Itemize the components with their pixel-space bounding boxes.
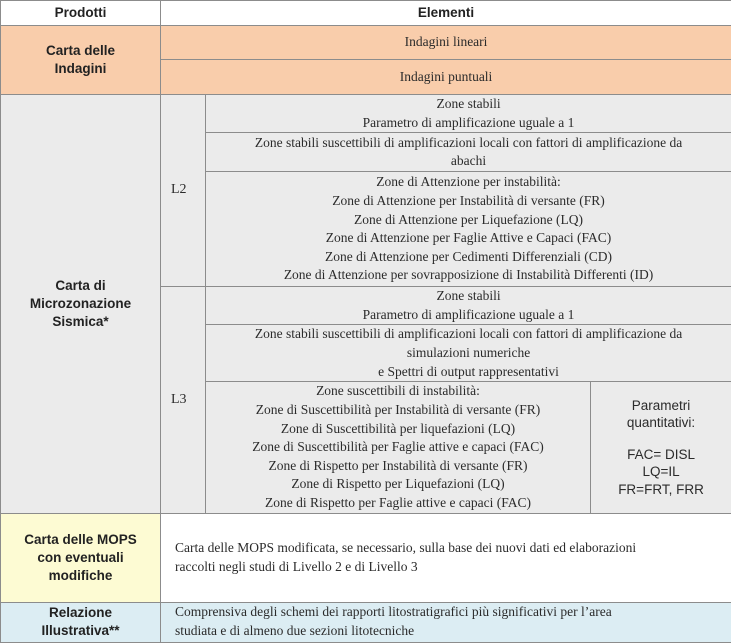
params-title-line: quantitativi: <box>595 414 727 432</box>
cell-line: Zone stabili suscettibili di amplificazioni locali con fattori di amplificazione da <box>210 325 727 344</box>
cell-line: Zone stabili suscettibili di amplificazioni locali con fattori di amplificazione da <box>210 134 727 153</box>
product-carta-indagini <box>1 26 161 95</box>
text-line: studiata e di almeno due sezioni litotecniche <box>175 622 727 641</box>
product-line: Carta delle <box>5 42 156 60</box>
text-line: raccolti negli studi di Livello 2 e di Livello 3 <box>175 558 727 577</box>
l3-zone-amplificazione <box>206 325 731 382</box>
product-line: Carta di <box>5 277 156 295</box>
indagini-row-1 <box>1 26 731 60</box>
level-l2: L2 <box>161 95 206 287</box>
l3-zone-suscettibili <box>206 382 591 513</box>
cell-line: Zone di Attenzione per Instabilità di versante (FR) <box>210 192 727 211</box>
cell-line: Zone di Attenzione per Faglie Attive e Capaci (FAC) <box>210 229 727 248</box>
params-value: FAC= DISL <box>595 446 727 464</box>
product-line: Indagini <box>5 60 156 78</box>
product-line: modifiche <box>5 567 156 585</box>
cell-line: Zone di Suscettibilità per liquefazioni (LQ) <box>210 420 586 439</box>
cell-line: e Spettri di output rappresentativi <box>210 363 727 382</box>
l3-zone-stabili <box>206 287 731 325</box>
cell-line: Zone di Attenzione per Liquefazione (LQ) <box>210 211 727 230</box>
params-value: LQ=IL <box>595 463 727 481</box>
level-l3: L3 <box>161 287 206 513</box>
cell-line: simulazioni numeriche <box>210 344 727 363</box>
cell-line: Zone stabili <box>210 287 727 306</box>
params-title-line: Parametri <box>595 397 727 415</box>
relazione-description <box>161 602 731 642</box>
mops-row <box>1 513 731 602</box>
text-line: Comprensiva degli schemi dei rapporti litostratigrafici più significativi per l’area <box>175 603 727 622</box>
indagini-puntuali: Indagini puntuali <box>161 60 731 95</box>
l2-zone-attenzione <box>206 172 731 287</box>
cell-line: Zone stabili <box>210 95 727 114</box>
l2-zone-stabili <box>206 95 731 133</box>
params-value: FR=FRT, FRR <box>595 481 727 499</box>
product-line: con eventuali <box>5 549 156 567</box>
cell-line: abachi <box>210 152 727 171</box>
header-row <box>1 1 731 26</box>
text-line: Carta delle MOPS modificata, se necessario, sulla base dei nuovi dati ed elaborazioni <box>175 539 727 558</box>
cell-line: Zone di Attenzione per instabilità: <box>210 173 727 192</box>
product-line: Relazione <box>5 604 156 622</box>
cell-line: Zone di Attenzione per Cedimenti Differenziali (CD) <box>210 248 727 267</box>
cell-line: Zone di Rispetto per Liquefazioni (LQ) <box>210 475 586 494</box>
cell-line: Zone di Suscettibilità per Faglie attive e capaci (FAC) <box>210 438 586 457</box>
product-carta-mops <box>1 513 161 602</box>
header-elementi: Elementi <box>161 1 731 26</box>
cell-line: Zone di Attenzione per sovrapposizione di Instabilità Differenti (ID) <box>210 266 727 285</box>
header-prodotti: Prodotti <box>1 1 161 26</box>
cell-line: Zone suscettibili di instabilità: <box>210 382 586 401</box>
relazione-row <box>1 602 731 642</box>
product-carta-microzonazione <box>1 95 161 514</box>
product-relazione <box>1 602 161 642</box>
cell-line: Parametro di amplificazione uguale a 1 <box>210 114 727 133</box>
product-line: Microzonazione <box>5 295 156 313</box>
mz-l2-row-1 <box>1 95 731 133</box>
cell-line: Zone di Rispetto per Faglie attive e capaci (FAC) <box>210 494 586 513</box>
indagini-lineari: Indagini lineari <box>161 26 731 60</box>
cell-line: Parametro di amplificazione uguale a 1 <box>210 306 727 325</box>
product-line: Illustrativa** <box>5 622 156 640</box>
product-line: Carta delle MOPS <box>5 531 156 549</box>
mops-description <box>161 513 731 602</box>
product-line: Sismica* <box>5 313 156 331</box>
parametri-quantitativi <box>591 382 731 513</box>
cell-line: Zone di Rispetto per Instabilità di versante (FR) <box>210 457 586 476</box>
l2-zone-amplificazione <box>206 133 731 172</box>
cell-line: Zone di Suscettibilità per Instabilità di versante (FR) <box>210 401 586 420</box>
